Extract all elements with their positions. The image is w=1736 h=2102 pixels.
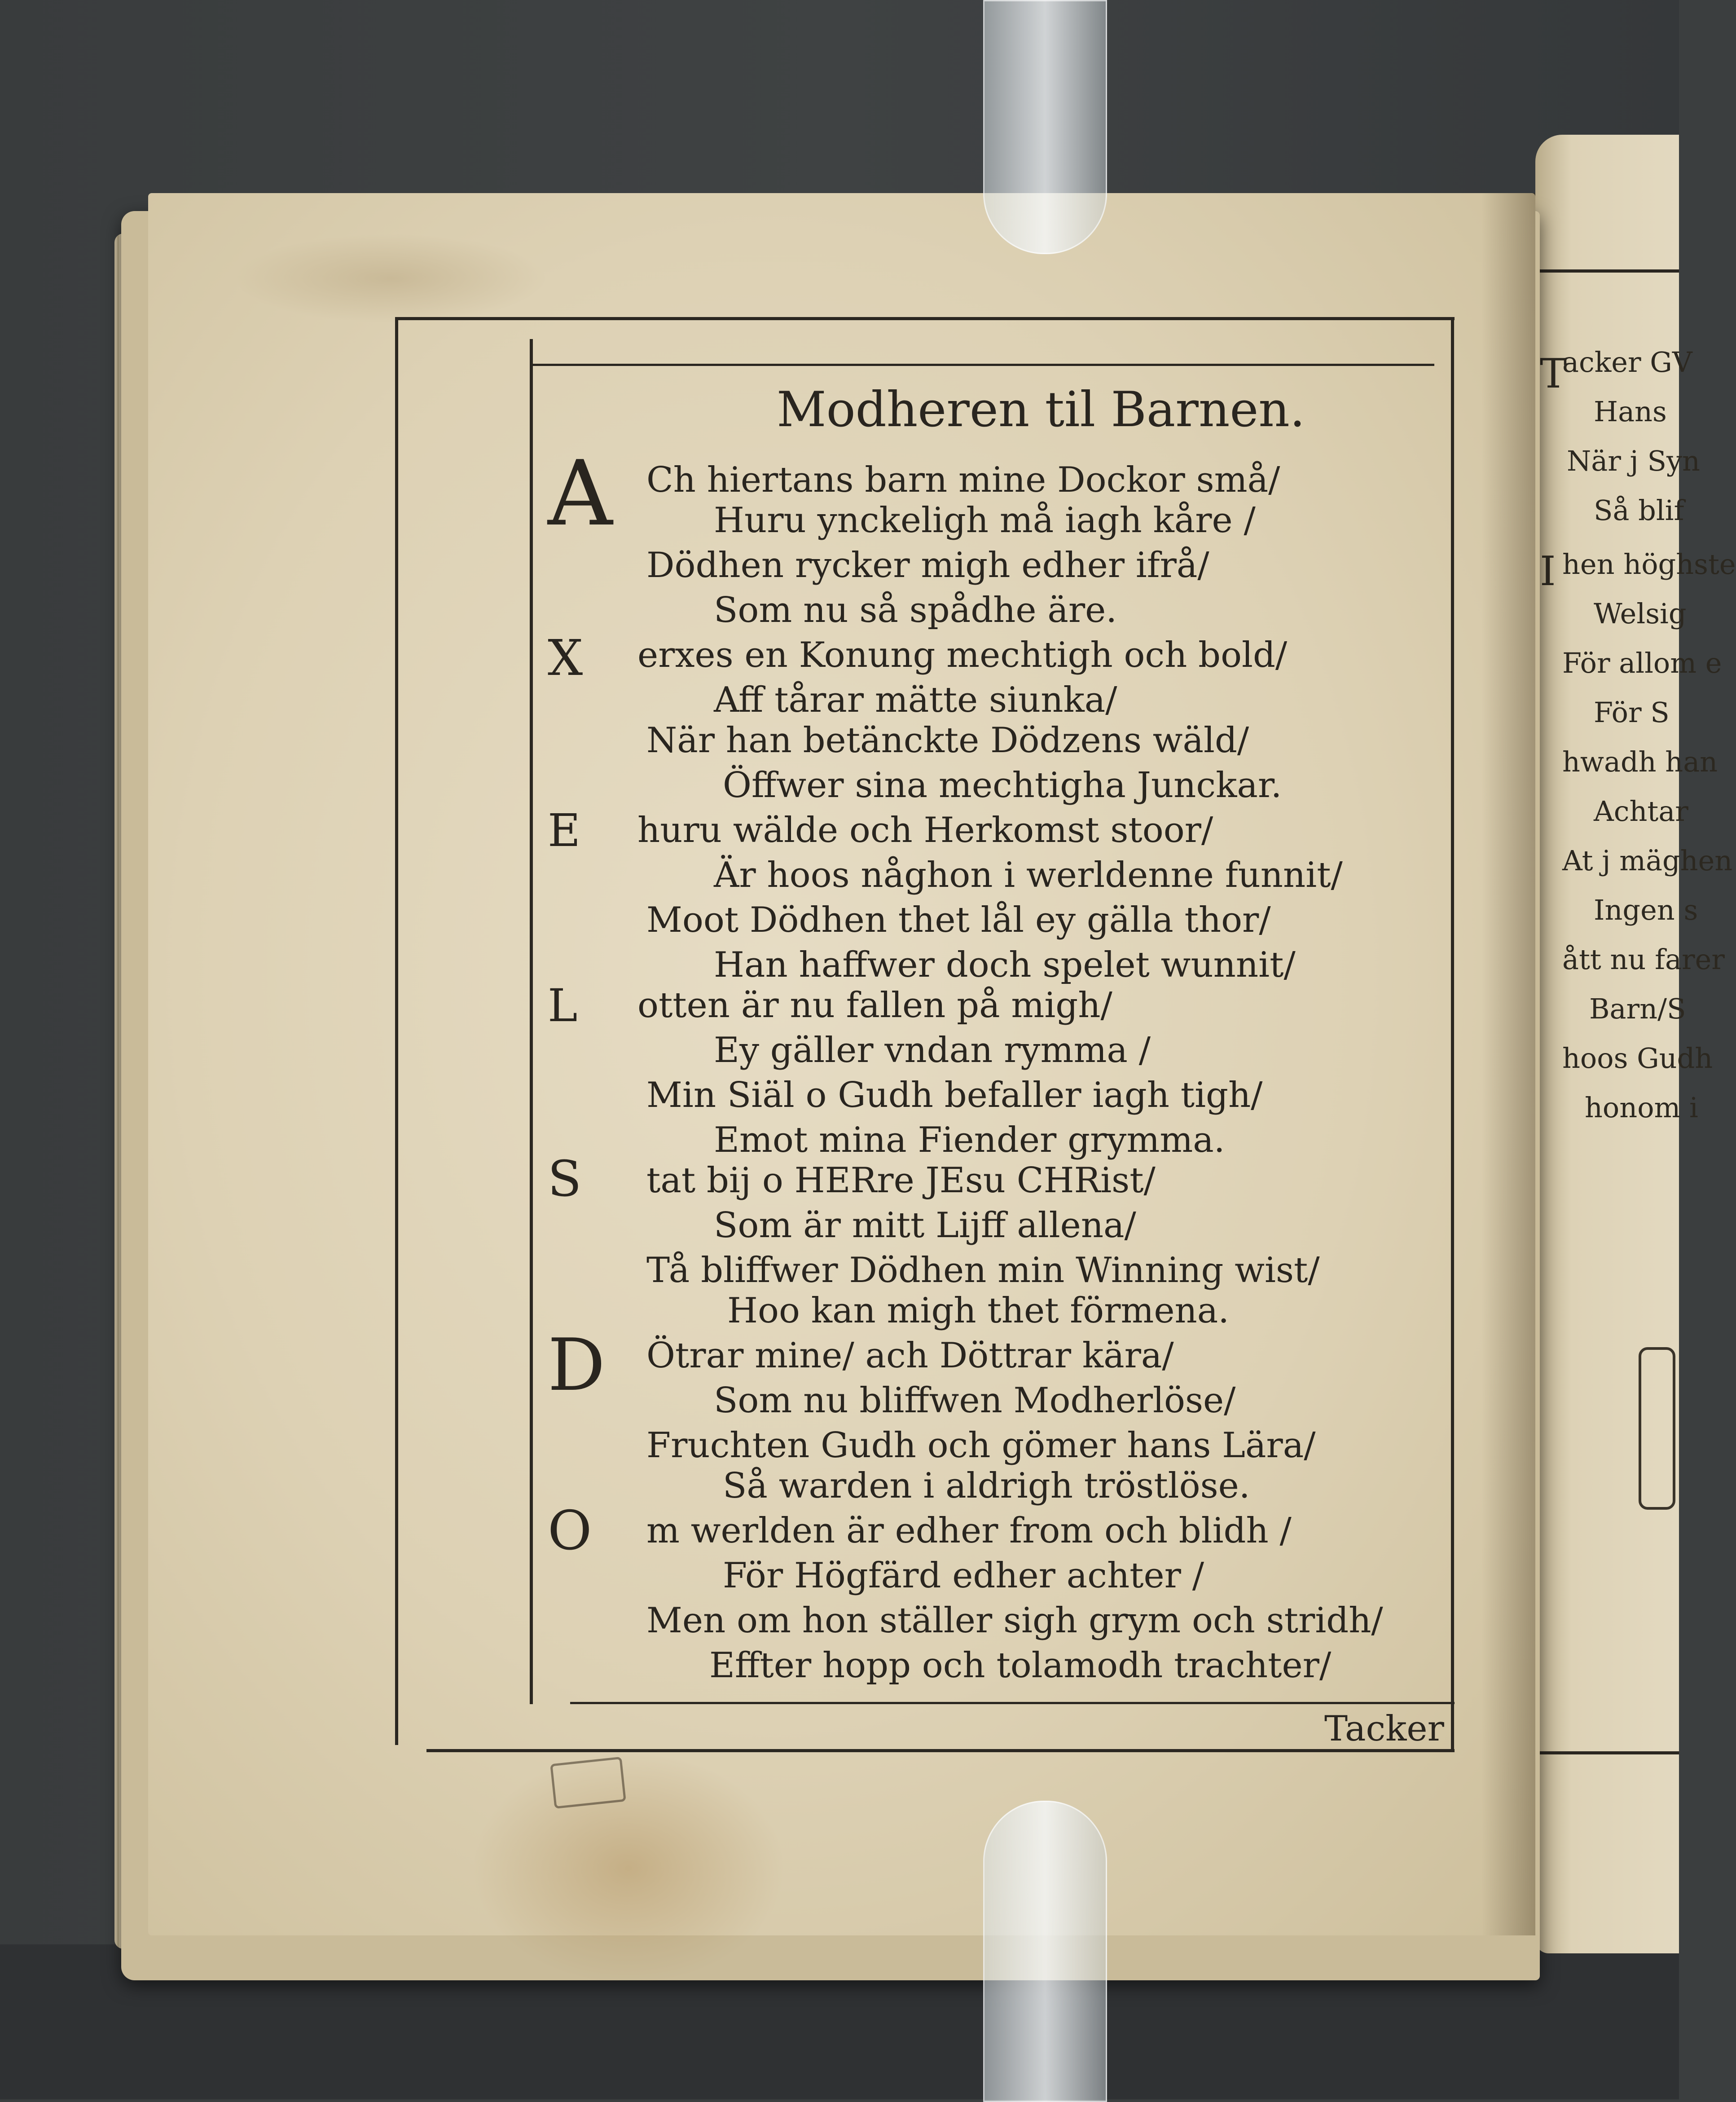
verse-line: Huru ynckeligh må iagh kåre / xyxy=(714,500,1256,541)
column-rule-bottom xyxy=(570,1702,1455,1704)
verse-line: Aff tårar mätte siunka/ xyxy=(714,680,1117,720)
verse-line: erxes en Konung mechtigh och bold/ xyxy=(637,635,1288,675)
verse-line: m werlden är edher from och blidh / xyxy=(646,1511,1292,1551)
verse-line: Ey gäller vndan rymma / xyxy=(714,1030,1151,1071)
facing-line: ått nu farer xyxy=(1562,943,1725,976)
facing-page-rule xyxy=(1535,1751,1679,1754)
verse-line: huru wälde och Herkomst stoor/ xyxy=(637,810,1213,850)
verse-line: Ötrar mine/ ach Döttrar kära/ xyxy=(646,1335,1174,1376)
drop-initial: A xyxy=(548,441,613,546)
verse-line: Hoo kan migh thet förmena. xyxy=(727,1291,1230,1331)
facing-line: Achtar xyxy=(1594,795,1688,828)
verse-line: Moot Dödhen thet lål ey gälla thor/ xyxy=(646,900,1271,940)
facing-line: Hans xyxy=(1594,395,1667,428)
verse-line: tat bij o HERre JEsu CHRist/ xyxy=(646,1160,1156,1201)
facing-line: honom i xyxy=(1585,1091,1698,1124)
verse-line: otten är nu fallen på migh/ xyxy=(637,985,1112,1026)
facing-page-rule xyxy=(1535,269,1679,273)
facing-line: För S xyxy=(1594,696,1670,729)
verse-line: Öffwer sina mechtigha Junckar. xyxy=(723,765,1282,806)
facing-line: Barn/S xyxy=(1589,992,1686,1025)
frame-rule-top xyxy=(395,317,1455,320)
drop-initial: S xyxy=(548,1150,582,1207)
verse-line: Ch hiertans barn mine Dockor små/ xyxy=(646,460,1280,500)
gutter-shadow xyxy=(1481,193,1535,1935)
verse-line: Tå bliffwer Dödhen min Winning wist/ xyxy=(646,1250,1320,1291)
catchword: Tacker xyxy=(1324,1709,1444,1749)
verse-line: Han haffwer doch spelet wunnit/ xyxy=(714,945,1296,985)
frame-rule-left xyxy=(395,317,398,1745)
facing-line: hen höghste xyxy=(1562,548,1736,581)
drop-initial: X xyxy=(548,629,583,687)
page-clip-top xyxy=(983,0,1107,254)
drop-initial: D xyxy=(548,1323,606,1407)
drop-initial: O xyxy=(548,1500,592,1562)
facing-line: hoos Gudh xyxy=(1562,1042,1713,1075)
drop-initial: E xyxy=(548,804,580,857)
verse-line: Men om hon ställer sigh grym och stridh/ xyxy=(646,1600,1383,1641)
verse-line: Som nu så spådhe äre. xyxy=(714,590,1117,630)
ink-mark xyxy=(550,1757,626,1809)
verse-line: Som är mitt Lijff allena/ xyxy=(714,1205,1136,1246)
drop-initial: L xyxy=(548,979,578,1032)
column-rule-left xyxy=(530,339,533,1704)
facing-line: hwadh han xyxy=(1562,745,1718,778)
verse-line: Effter hopp och tolamodh trachter/ xyxy=(709,1645,1332,1686)
frame-rule-right xyxy=(1451,317,1454,1752)
ornament xyxy=(1639,1347,1675,1510)
verse-line: Är hoos någhon i werldenne funnit/ xyxy=(714,855,1343,895)
facing-page xyxy=(1535,135,1736,1953)
verse-line: Som nu bliffwen Modherlöse/ xyxy=(714,1380,1236,1421)
verse-line: Så warden i aldrigh tröstlöse. xyxy=(723,1466,1250,1506)
page-stain xyxy=(233,234,548,323)
page-title: Modheren til Barnen. xyxy=(777,382,1305,438)
verse-line: Fruchten Gudh och gömer hans Lära/ xyxy=(646,1425,1316,1466)
facing-line: Så blif xyxy=(1594,494,1684,527)
facing-line: acker GV xyxy=(1562,346,1692,379)
facing-line: At j mäghen xyxy=(1562,844,1733,877)
facing-line: Welsig xyxy=(1594,597,1687,630)
page-stain xyxy=(471,1751,786,1985)
verse-line: För Högfärd edher achter / xyxy=(723,1556,1204,1596)
page-clip-bottom xyxy=(983,1801,1107,2102)
facing-initial: T xyxy=(1540,350,1567,397)
frame-rule-bottom xyxy=(426,1749,1455,1752)
facing-line: För allom e xyxy=(1562,647,1722,679)
verse-line: När han betänckte Dödzens wäld/ xyxy=(646,720,1249,761)
verse-line: Min Siäl o Gudh befaller iagh tigh/ xyxy=(646,1075,1263,1115)
verse-line: Dödhen rycker migh edher ifrå/ xyxy=(646,545,1209,586)
facing-line: När j Syn xyxy=(1567,445,1700,477)
column-rule-top xyxy=(530,364,1434,366)
facing-initial: I xyxy=(1540,548,1556,595)
facing-line: Ingen s xyxy=(1594,894,1698,926)
verse-line: Emot mina Fiender grymma. xyxy=(714,1120,1225,1160)
